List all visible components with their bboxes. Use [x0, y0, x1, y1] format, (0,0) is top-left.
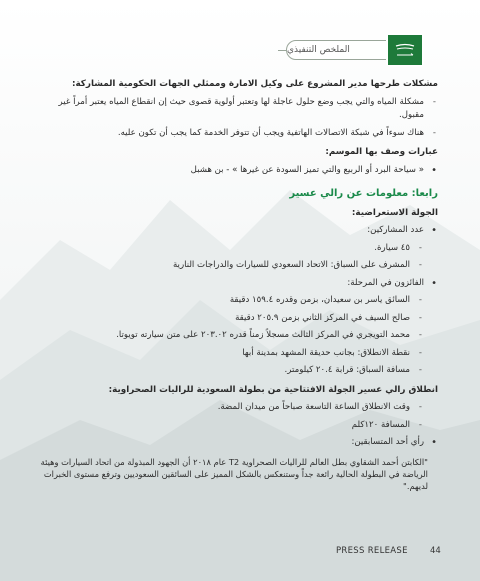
demo-round-heading: الجولة الاستعراضية:: [351, 207, 438, 218]
main-content: [40, 78, 438, 500]
section-title: الملخص التنفيذي: [287, 45, 350, 55]
opinion-quote: "الكابتن أحمد الشقاوي بطل العالم للراليات الصحراوية T2 عام ٢٠١٨ أن الجهود المبذولة من اتحاد السيارات وهيئة الرياضة في البطولة الحالية رائعة جداً وستنعكس بالشكل المميز على السائقين السعوديين وترفع مستوى الخبرات لديهم.": [40, 456, 428, 491]
participants-label: • عدد المشاركين:: [40, 224, 438, 238]
winner-item: - محمد التويجري في المركز الثالث مسجلاً زمناً قدره ٢٠٣.٠٢ على متن سيارته تويوتا.: [40, 329, 438, 343]
supervisor-item: - المشرف على السباق: الاتحاد السعودي للسيارات والدراجات النارية: [40, 259, 438, 273]
winner-item: - السائق ياسر بن سعيدان، بزمن وقدره ١٥٩.٤ دقيقة: [40, 294, 438, 308]
rally-section-heading: رابعا: معلومات عن رالي عسير: [289, 188, 438, 199]
problem-item: - مشكلة المياه والتي يجب وضع حلول عاجلة لها وتعتبر أولوية قصوى حيث إن انقطاع المياه يعتبر أمراً غير مقبول.: [40, 96, 438, 123]
launch-distance-item: - المسافة ١٢٠كلم: [40, 419, 438, 433]
problem-item: - هناك سوءاً في شبكة الاتصالات الهاتفية ويجب أن تتوفر الخدمة كما يجب أن تكون عليه.: [40, 127, 438, 141]
winner-item: - صالح السيف في المركز الثاني بزمن ٢٠٥.٩ دقيقة: [40, 312, 438, 326]
slogans-heading: عبارات وصف بها الموسم:: [325, 147, 438, 157]
opinion-label: • رأي أحد المتسابقين:: [40, 436, 438, 450]
footer-press-release: PRESS RELEASE: [336, 546, 408, 556]
distance-item: - مسافة السباق: قرابة ٢٠.٤ كيلومتر.: [40, 364, 438, 378]
saudi-flag-icon: [388, 35, 422, 65]
winners-label: • الفائزون في المرحلة:: [40, 277, 438, 291]
launch-heading: انطلاق رالي عسير الجولة الافتتاحية من بطولة السعودية للراليات الصحراوية:: [108, 384, 438, 395]
slogan-item: • « سياحة البرد أو الربيع والتي تميز السودة عن غيرها » - بن هشبل: [40, 164, 438, 178]
start-point-item: - نقطة الانطلاق: بجانب حديقة المشهد بمدينة أبها: [40, 347, 438, 361]
page-number: 44: [430, 546, 441, 556]
participants-value: - ٤٥ سيارة.: [40, 242, 438, 256]
problems-heading: مشكلات طرحها مدير المشروع على وكيل الامارة وممثلي الجهات الحكومية المشاركة:: [71, 79, 438, 89]
launch-time-item: - وقت الانطلاق الساعة التاسعة صباحاً من ميدان المضة.: [40, 401, 438, 415]
